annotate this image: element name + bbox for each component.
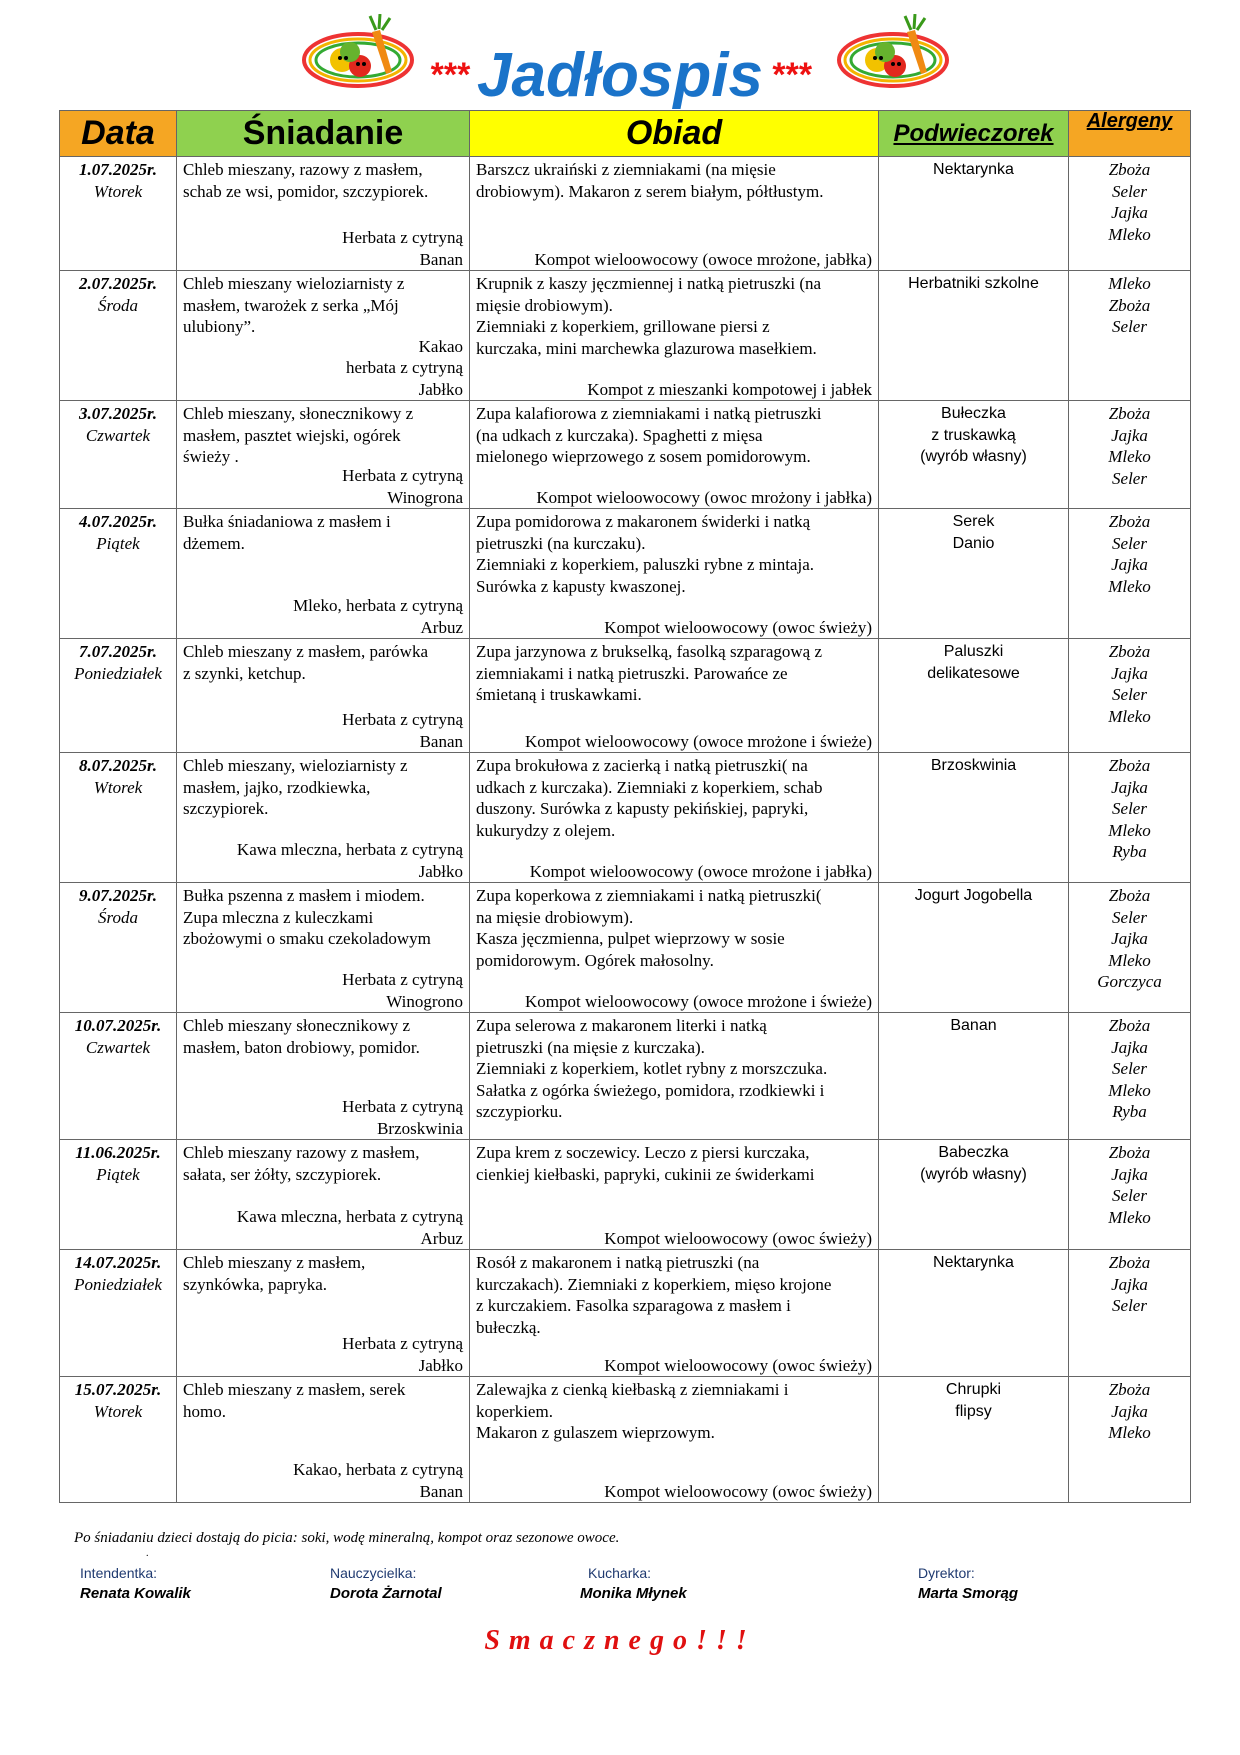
allergen-item: Jajka — [1111, 203, 1148, 222]
weekday-text: Wtorek — [93, 181, 143, 201]
lunch-cell — [470, 271, 879, 401]
allergen-item: Seler — [1112, 1059, 1147, 1078]
table-row — [60, 157, 1191, 271]
breakfast-line: Chleb mieszany, słonecznikowy z — [183, 404, 414, 423]
allergens-cell — [1069, 1013, 1191, 1140]
allergens-cell — [1069, 1377, 1191, 1503]
allergens-cell — [1069, 883, 1191, 1013]
date-cell — [60, 1250, 177, 1377]
kompot-line: Kompot wieloowocowy (owoc mrożony i jabłka) — [536, 487, 872, 507]
weekday-text: Poniedziałek — [74, 1274, 162, 1294]
snack-line: Brzoskwinia — [930, 757, 1017, 774]
breakfast-line: świeży . — [183, 447, 239, 466]
lunch-line: pomidorowym. Ogórek małosolny. — [476, 950, 714, 970]
allergen-item: Jajka — [1111, 777, 1148, 797]
allergen-item: Mleko — [1108, 950, 1151, 970]
lunch-line: mięsie drobiowym). — [476, 295, 613, 315]
lunch-line: Rosół z makaronem i natką pietruszki (na — [476, 1253, 760, 1272]
allergen-item: Seler — [1112, 181, 1147, 201]
lunch-line: Krupnik z kaszy jęczmiennej i natką pietruszki (na — [476, 274, 822, 293]
table-row — [60, 509, 1191, 639]
weekday-text: Poniedziałek — [74, 663, 162, 683]
allergen-item: Ryba — [1112, 842, 1147, 861]
breakfast-cell — [177, 883, 470, 1013]
lunch-cell — [470, 1250, 879, 1377]
kompot-line: Kompot wieloowocowy (owoc świeży) — [604, 1228, 872, 1248]
table-row — [60, 271, 1191, 401]
lunch-line: na mięsie drobiowym). — [476, 907, 634, 927]
snack-line: Jogurt Jogobella — [914, 887, 1033, 904]
breakfast-line: Chleb mieszany razowy z masłem, — [183, 1143, 420, 1162]
breakfast-drink-line: herbata z cytryną — [345, 358, 463, 377]
table-row — [60, 1013, 1191, 1140]
title-text: Jadłospis — [477, 41, 763, 110]
allergens-cell — [1069, 271, 1191, 401]
lunch-line: Zupa pomidorowa z makaronem świderki i natką — [476, 512, 811, 531]
breakfast-line: Chleb mieszany z masłem, parówka — [183, 642, 429, 661]
signature-role: Nauczycielka: — [330, 1565, 417, 1581]
snack-line: Danio — [952, 534, 995, 552]
breakfast-drink-line: Winogrono — [386, 991, 463, 1011]
date-cell — [60, 883, 177, 1013]
breakfast-drink-fruit — [342, 227, 463, 270]
lunch-line: Makaron z gulaszem wieprzowym. — [476, 1423, 715, 1442]
date-text: 11.06.2025r. — [75, 1143, 161, 1162]
breakfast-line: dżemem. — [183, 533, 245, 553]
breakfast-line: Chleb mieszany, razowy z masłem, — [183, 160, 423, 179]
table-header-row — [60, 111, 1191, 157]
lunch-line: kukurydzy z olejem. — [476, 820, 616, 840]
date-cell — [60, 1140, 177, 1250]
weekday-text: Wtorek — [93, 1401, 143, 1421]
allergen-item: Zboża — [1108, 1380, 1151, 1399]
allergen-item: Mleko — [1108, 1207, 1151, 1227]
signature-role: Intendentka: — [80, 1565, 158, 1581]
snack-line: Banan — [950, 1017, 997, 1034]
lunch-line: cienkiej kiełbaski, papryki, cukinii ze świderkami — [476, 1164, 815, 1184]
breakfast-drink-line: Arbuz — [420, 617, 463, 637]
breakfast-line: masłem, jajko, rzodkiewka, — [183, 777, 371, 797]
date-cell — [60, 1013, 177, 1140]
lunch-line: śmietaną i truskawkami. — [476, 685, 642, 704]
weekday-text: Piątek — [96, 1164, 140, 1184]
kompot-line: Kompot wieloowocowy (owoc świeży) — [604, 1481, 872, 1501]
breakfast-drink-fruit — [342, 969, 463, 1012]
allergen-item: Zboża — [1108, 404, 1151, 423]
allergen-item: Seler — [1112, 468, 1147, 488]
date-text: 1.07.2025r. — [79, 160, 157, 179]
date-cell — [60, 753, 177, 883]
breakfast-drink-line: Herbata z cytryną — [342, 970, 463, 989]
breakfast-line: Chleb mieszany słonecznikowy z — [183, 1016, 411, 1035]
date-text: 3.07.2025r. — [79, 404, 157, 423]
table-row — [60, 1377, 1191, 1503]
snack-cell — [879, 401, 1069, 509]
table-row — [60, 639, 1191, 753]
snack-line: Nektarynka — [933, 1254, 1014, 1271]
lunch-line: duszony. Surówka z kapusty pekińskiej, papryki, — [476, 799, 809, 818]
breakfast-drink-fruit — [237, 1206, 463, 1249]
breakfast-drink-line: Winogrona — [387, 487, 463, 507]
snack-cell — [879, 1377, 1069, 1503]
snack-line: flipsy — [955, 1402, 992, 1420]
allergen-item: Seler — [1112, 317, 1147, 336]
snack-line: delikatesowe — [927, 664, 1020, 682]
breakfast-line: masłem, pasztet wiejski, ogórek — [183, 425, 401, 445]
breakfast-line: Chleb mieszany z masłem, serek — [183, 1380, 406, 1399]
breakfast-line: sałata, ser żółty, szczypiorek. — [183, 1164, 382, 1184]
signature-name: Monika Młynek — [580, 1585, 687, 1602]
allergen-item: Seler — [1112, 1186, 1147, 1205]
allergens-cell — [1069, 753, 1191, 883]
allergen-item: Mleko — [1108, 224, 1151, 244]
lunch-line: pietruszki (na kurczaku). — [476, 533, 646, 553]
lunch-line: kurczaka, mini marchewka glazurowa masełkiem. — [476, 338, 817, 358]
allergen-item: Mleko — [1108, 1080, 1151, 1100]
breakfast-drink-line: Kakao — [418, 336, 463, 356]
snack-line: (wyrób własny) — [920, 1165, 1027, 1183]
snack-line: Nektarynka — [933, 161, 1014, 178]
allergen-item: Mleko — [1108, 820, 1151, 840]
kompot-line: Kompot wieloowocowy (owoc świeży) — [604, 617, 872, 637]
date-text: 2.07.2025r. — [79, 274, 157, 293]
breakfast-line: Chleb mieszany wieloziarnisty z — [183, 274, 405, 293]
column-header-sniadanie: Śniadanie — [177, 111, 470, 157]
lunch-line: Zupa jarzynowa z brukselką, fasolką szparagową z — [476, 642, 822, 661]
breakfast-line: Zupa mleczna z kuleczkami — [183, 907, 374, 927]
date-text: 4.07.2025r. — [79, 512, 157, 531]
allergen-item: Ryba — [1112, 1102, 1147, 1121]
lunch-line: Zupa brokułowa z zacierką i natką pietruszki( na — [476, 756, 808, 775]
allergen-item: Gorczyca — [1097, 972, 1162, 991]
breakfast-drink-line: Herbata z cytryną — [342, 710, 463, 729]
table-row — [60, 401, 1191, 509]
breakfast-cell — [177, 509, 470, 639]
allergen-item: Zboża — [1108, 1253, 1151, 1272]
menu-table — [59, 110, 1191, 1503]
lunch-line: szczypiorku. — [476, 1102, 563, 1121]
signature-name: Marta Smorąg — [918, 1585, 1019, 1602]
signature-role: Dyrektor: — [918, 1565, 975, 1581]
date-text: 9.07.2025r. — [79, 886, 157, 905]
kompot-line: Kompot wieloowocowy (owoce mrożone i świeże) — [525, 991, 872, 1011]
allergen-item: Jajka — [1111, 1164, 1148, 1184]
snack-line: Babeczka — [938, 1144, 1009, 1161]
signature-name: Dorota Żarnotal — [330, 1585, 442, 1602]
breakfast-cell — [177, 401, 470, 509]
signature-dyrektor — [918, 1565, 1018, 1602]
breakfast-line: zbożowymi o smaku czekoladowym — [183, 929, 431, 948]
title-stars-left: *** — [429, 56, 469, 94]
breakfast-cell — [177, 1140, 470, 1250]
breakfast-drink-line: Herbata z cytryną — [342, 1097, 463, 1116]
snack-cell — [879, 509, 1069, 639]
lunch-line: Barszcz ukraiński z ziemniakami (na mięsie — [476, 160, 776, 179]
lunch-line: Kasza jęczmienna, pulpet wieprzowy w sosie — [476, 929, 785, 948]
breakfast-line: Bułka śniadaniowa z masłem i — [183, 512, 391, 531]
breakfast-line: Chleb mieszany, wieloziarnisty z — [183, 756, 408, 775]
date-cell — [60, 157, 177, 271]
allergen-item: Zboża — [1108, 642, 1151, 661]
allergen-item: Seler — [1112, 799, 1147, 818]
date-cell — [60, 1377, 177, 1503]
date-text: 15.07.2025r. — [74, 1380, 162, 1399]
date-cell — [60, 401, 177, 509]
table-row — [60, 1250, 1191, 1377]
allergen-item: Zboża — [1108, 1016, 1151, 1035]
breakfast-line: szynkówka, papryka. — [183, 1274, 327, 1294]
snack-line: z truskawką — [931, 426, 1016, 444]
column-header-data: Data — [60, 111, 177, 157]
allergens-cell — [1069, 1140, 1191, 1250]
date-text: 8.07.2025r. — [79, 756, 157, 775]
allergens-cell — [1069, 401, 1191, 509]
lunch-cell — [470, 1377, 879, 1503]
column-header-obiad: Obiad — [470, 111, 879, 157]
lunch-cell — [470, 401, 879, 509]
allergen-item: Zboża — [1108, 160, 1151, 179]
weekday-text: Środa — [98, 295, 138, 315]
lunch-line: koperkiem. — [476, 1401, 553, 1421]
breakfast-drink-line: Herbata z cytryną — [342, 466, 463, 485]
breakfast-drink-line: Kawa mleczna, herbata z cytryną — [236, 1207, 463, 1226]
title-stars-right: *** — [771, 56, 811, 94]
snack-line: Bułeczka — [941, 405, 1006, 422]
breakfast-drink-fruit — [342, 465, 463, 508]
breakfast-cell — [177, 1013, 470, 1140]
lunch-line: Ziemniaki z koperkiem, kotlet rybny z morszczuka. — [476, 1059, 828, 1078]
allergen-item: Mleko — [1108, 706, 1151, 726]
snack-line: Paluszki — [943, 643, 1004, 660]
weekday-text: Wtorek — [93, 777, 143, 797]
lunch-line: Zupa kalafiorowa z ziemniakami i natką pietruszki — [476, 404, 822, 423]
snack-line: (wyrób własny) — [920, 448, 1027, 465]
lunch-line: drobiowym). Makaron z serem białym, półtłustym. — [476, 181, 824, 201]
lunch-line: Sałatka z ogórka świeżego, pomidora, rzodkiewki i — [476, 1080, 825, 1100]
breakfast-drink-line: Jabłko — [418, 1355, 463, 1375]
breakfast-drink-fruit — [346, 336, 463, 401]
breakfast-line: szczypiorek. — [183, 799, 269, 818]
snack-cell — [879, 157, 1069, 271]
kompot-line: Kompot wieloowocowy (owoce mrożone i jabłka) — [529, 861, 872, 881]
snack-line: Herbatniki szkolne — [908, 275, 1039, 292]
weekday-text: Czwartek — [85, 425, 151, 445]
kompot-line: Kompot wieloowocowy (owoce mrożone, jabłka) — [534, 249, 872, 269]
lunch-line: Zupa selerowa z makaronem literki i natką — [476, 1016, 767, 1035]
breakfast-line: masłem, twarożek z serka „Mój — [183, 295, 399, 315]
lunch-line: Zupa krem z soczewicy. Leczo z piersi kurczaka, — [476, 1143, 810, 1162]
breakfast-drink-line: Banan — [419, 731, 463, 751]
allergen-item: Seler — [1112, 907, 1147, 927]
breakfast-line: Chleb mieszany z masłem, — [183, 1253, 366, 1272]
breakfast-line: homo. — [183, 1401, 226, 1421]
allergen-item: Jajka — [1111, 1274, 1148, 1294]
date-text: 14.07.2025r. — [74, 1253, 162, 1272]
breakfast-line: masłem, baton drobiowy, pomidor. — [183, 1037, 420, 1057]
column-header-podwieczorek: Podwieczorek — [879, 111, 1069, 157]
snack-cell — [879, 1140, 1069, 1250]
allergens-cell — [1069, 639, 1191, 753]
snack-cell — [879, 1013, 1069, 1140]
allergen-item: Zboża — [1108, 295, 1151, 315]
breakfast-drink-line: Herbata z cytryną — [342, 228, 463, 247]
lunch-line: bułeczką. — [476, 1317, 541, 1337]
date-text: 10.07.2025r. — [74, 1016, 162, 1035]
page-title — [0, 40, 1240, 115]
breakfast-cell — [177, 271, 470, 401]
breakfast-drink-line: Mleko, herbata z cytryną — [293, 596, 463, 615]
lunch-line: ziemniakami i natką pietruszki. Parowańce ze — [476, 663, 788, 683]
stray-dot: . — [146, 1548, 149, 1559]
snack-line: Chrupki — [945, 1381, 1002, 1398]
allergens-cell — [1069, 157, 1191, 271]
column-header-alergeny: Alergeny — [1069, 111, 1191, 157]
breakfast-cell — [177, 639, 470, 753]
allergen-item: Jajka — [1111, 929, 1148, 948]
allergen-item: Jajka — [1111, 555, 1148, 574]
lunch-line: kurczakach). Ziemniaki z koperkiem, mięso krojone — [476, 1274, 832, 1294]
lunch-cell — [470, 157, 879, 271]
breakfast-line: ulubiony”. — [183, 317, 256, 336]
weekday-text: Czwartek — [85, 1037, 151, 1057]
signature-role: Kucharka: — [588, 1565, 652, 1581]
breakfast-line: z szynki, ketchup. — [183, 663, 306, 683]
kompot-line: Kompot wieloowocowy (owoc świeży) — [604, 1355, 872, 1375]
breakfast-drink-line: Jabłko — [418, 861, 463, 881]
breakfast-cell — [177, 1250, 470, 1377]
signature-name: Renata Kowalik — [80, 1585, 191, 1602]
allergen-item: Mleko — [1108, 447, 1151, 466]
date-cell — [60, 271, 177, 401]
breakfast-drink-line: Banan — [419, 1481, 463, 1501]
allergen-item: Zboża — [1108, 756, 1151, 775]
lunch-cell — [470, 639, 879, 753]
allergens-cell — [1069, 1250, 1191, 1377]
signature-intendentka — [80, 1565, 191, 1602]
drinks-note: Po śniadaniu dzieci dostają do picia: soki, wodę mineralną, kompot oraz sezonowe owoce. — [74, 1530, 620, 1546]
breakfast-cell — [177, 1377, 470, 1503]
allergen-item: Jajka — [1111, 425, 1148, 445]
table-row — [60, 883, 1191, 1013]
breakfast-drink-fruit — [293, 1459, 463, 1502]
menu-table-body — [60, 157, 1191, 1503]
snack-cell — [879, 1250, 1069, 1377]
snack-cell — [879, 271, 1069, 401]
lunch-line: (na udkach z kurczaka). Spaghetti z mięsa — [476, 425, 763, 445]
lunch-line: Surówka z kapusty kwaszonej. — [476, 576, 686, 596]
allergen-item: Jajka — [1111, 1401, 1148, 1421]
breakfast-drink-line: Banan — [419, 249, 463, 269]
breakfast-drink-fruit — [342, 1096, 463, 1139]
lunch-cell — [470, 509, 879, 639]
breakfast-drink-line: Brzoskwinia — [377, 1118, 463, 1138]
allergen-item: Zboża — [1108, 512, 1151, 531]
allergen-item: Mleko — [1108, 1423, 1151, 1442]
weekday-text: Środa — [98, 907, 138, 927]
signature-kucharka — [580, 1565, 687, 1602]
breakfast-drink-fruit — [342, 709, 463, 752]
lunch-line: Zupa koperkowa z ziemniakami i natką pietruszki( — [476, 886, 822, 905]
weekday-text: Piątek — [96, 533, 140, 553]
kompot-line: Kompot z mieszanki kompotowej i jabłek — [587, 379, 872, 399]
lunch-line: z kurczakiem. Fasolka szparagowa z masłem i — [476, 1296, 791, 1315]
lunch-line: Ziemniaki z koperkiem, paluszki rybne z mintaja. — [476, 555, 814, 574]
signature-nauczycielka — [330, 1565, 442, 1602]
breakfast-drink-line: Kawa mleczna, herbata z cytryną — [236, 840, 463, 859]
breakfast-cell — [177, 753, 470, 883]
breakfast-drink-line: Kakao, herbata z cytryną — [293, 1460, 463, 1479]
allergen-item: Mleko — [1108, 576, 1151, 596]
date-cell — [60, 639, 177, 753]
lunch-cell — [470, 1013, 879, 1140]
snack-cell — [879, 639, 1069, 753]
kompot-line: Kompot wieloowocowy (owoce mrożone i świeże) — [525, 731, 872, 751]
breakfast-drink-fruit — [237, 839, 463, 882]
footer-smacznego: Smacznego!!! — [484, 1625, 756, 1656]
breakfast-drink-line: Arbuz — [420, 1228, 463, 1248]
breakfast-line: schab ze wsi, pomidor, szczypiorek. — [183, 181, 429, 201]
table-row — [60, 1140, 1191, 1250]
lunch-cell — [470, 883, 879, 1013]
lunch-line: Zalewajka z cienką kiełbaską z ziemniakami i — [476, 1380, 789, 1399]
lunch-cell — [470, 753, 879, 883]
allergen-item: Zboża — [1108, 886, 1151, 905]
date-cell — [60, 509, 177, 639]
allergen-item: Mleko — [1108, 274, 1151, 293]
allergen-item: Zboża — [1108, 1143, 1151, 1162]
allergen-item: Jajka — [1111, 663, 1148, 683]
snack-cell — [879, 883, 1069, 1013]
breakfast-cell — [177, 157, 470, 271]
lunch-line: udkach z kurczaka). Ziemniaki z koperkiem, schab — [476, 777, 823, 797]
table-row — [60, 753, 1191, 883]
breakfast-drink-line: Herbata z cytryną — [342, 1334, 463, 1353]
allergen-item: Seler — [1112, 685, 1147, 704]
lunch-line: pietruszki (na mięsie z kurczaka). — [476, 1037, 705, 1057]
date-text: 7.07.2025r. — [79, 642, 157, 661]
allergens-cell — [1069, 509, 1191, 639]
snack-line: Serek — [952, 513, 995, 530]
lunch-cell — [470, 1140, 879, 1250]
snack-cell — [879, 753, 1069, 883]
breakfast-line: Bułka pszenna z masłem i miodem. — [183, 886, 425, 905]
breakfast-drink-line: Jabłko — [418, 379, 463, 399]
allergen-item: Seler — [1112, 1296, 1147, 1315]
breakfast-drink-fruit — [342, 1333, 463, 1376]
breakfast-drink-fruit — [293, 595, 463, 638]
lunch-line: mielonego wieprzowego z sosem pomidorowym. — [476, 447, 811, 466]
allergen-item: Seler — [1112, 533, 1147, 553]
allergen-item: Jajka — [1111, 1037, 1148, 1057]
lunch-line: Ziemniaki z koperkiem, grillowane piersi z — [476, 317, 770, 336]
